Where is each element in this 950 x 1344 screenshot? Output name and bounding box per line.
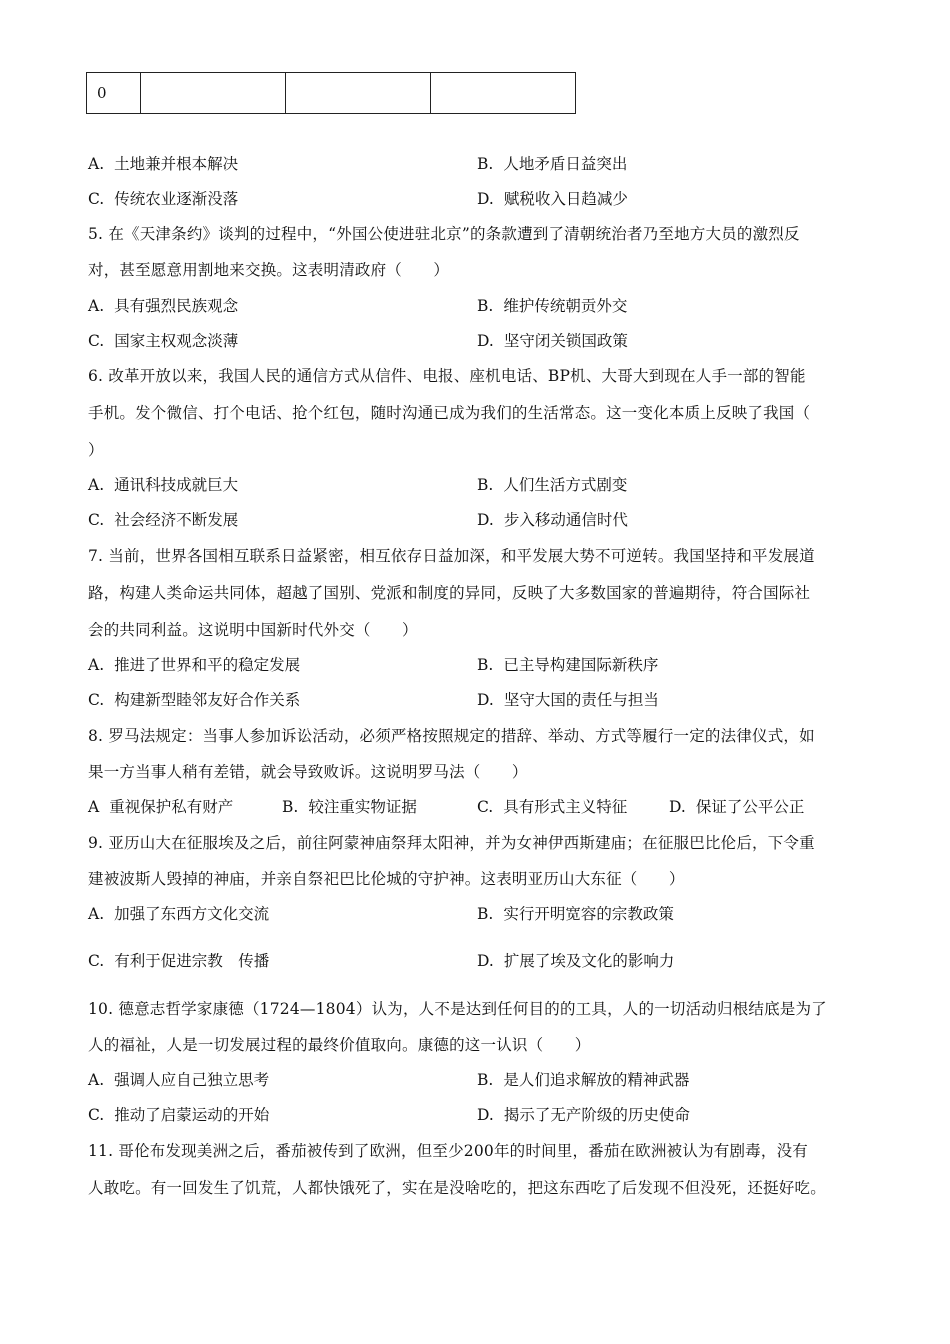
option-c: C. 构建新型睦邻友好合作关系 — [88, 691, 301, 709]
question-8-line: 8. 罗马法规定：当事人参加诉讼活动，必须严格按照规定的措辞、举动、方式等履行一定的法律仪式，如 — [88, 727, 815, 745]
question-11-line: 人敢吃。有一回发生了饥荒，人都快饿死了，实在是没啥吃的，把这东西吃了后发现不但没死，还挺好吃。 — [88, 1179, 826, 1197]
option-b: B. 维护传统朝贡外交 — [477, 297, 628, 315]
question-5-line: 5. 在《天津条约》谈判的过程中，“外国公使进驻北京”的条款遭到了清朝统治者乃至地方大员的激烈反 — [88, 225, 800, 243]
question-9-line: 建被波斯人毁掉的神庙，并亲自祭祀巴比伦城的守护神。这表明亚历山大东征（ ） — [88, 870, 685, 888]
option-c: C. 国家主权观念淡薄 — [88, 332, 239, 350]
option-d: D. 坚守闭关锁国政策 — [477, 332, 628, 350]
option-a: A. 具有强烈民族观念 — [88, 297, 239, 315]
option-d: D. 步入移动通信时代 — [477, 511, 628, 529]
option-b: B. 较注重实物证据 — [282, 798, 417, 816]
answer-table-fragment — [86, 72, 576, 114]
question-10-line: 人的福祉，人是一切发展过程的最终价值取向。康德的这一认识（ ） — [88, 1036, 591, 1054]
option-b: B. 人地矛盾日益突出 — [477, 155, 628, 173]
option-d: D. 保证了公平公正 — [669, 798, 805, 816]
question-6-line: ） — [88, 441, 104, 459]
option-b: B. 是人们追求解放的精神武器 — [477, 1071, 690, 1089]
option-c: C. 传统农业逐渐没落 — [88, 190, 239, 208]
option-a: A. 推进了世界和平的稳定发展 — [88, 656, 301, 674]
option-c: C. 有利于促进宗教 传播 — [88, 952, 270, 970]
question-7-line: 路，构建人类命运共同体，超越了国别、党派和制度的异同，反映了大多数国家的普遍期待，符合国际社 — [88, 584, 811, 602]
option-d: D. 扩展了埃及文化的影响力 — [477, 952, 675, 970]
option-d: D. 赋税收入日趋减少 — [477, 190, 628, 208]
option-a: A. 强调人应自己独立思考 — [88, 1071, 270, 1089]
question-11-line: 11. 哥伦布发现美洲之后，番茄被传到了欧洲，但至少200年的时间里，番茄在欧洲被认为有剧毒，没有 — [88, 1142, 808, 1160]
question-5-line: 对，甚至愿意用割地来交换。这表明清政府（ ） — [88, 261, 450, 279]
option-d: D. 揭示了无产阶级的历史使命 — [477, 1106, 690, 1124]
question-7-line: 7. 当前，世界各国相互联系日益紧密，相互依存日益加深，和平发展大势不可逆转。我国坚持和平发展道 — [88, 547, 815, 565]
question-6-line: 手机。发个微信、打个电话、抢个红包，随时沟通已成为我们的生活常态。这一变化本质上反映了我国（ — [88, 404, 811, 422]
question-9-line: 9. 亚历山大在征服埃及之后，前往阿蒙神庙祭拜太阳神，并为女神伊西斯建庙；在征服巴比伦后，下令重 — [88, 834, 815, 852]
question-7-line: 会的共同利益。这说明中国新时代外交（ ） — [88, 621, 418, 639]
table-cell — [141, 73, 286, 114]
option-c: C. 推动了启蒙运动的开始 — [88, 1106, 270, 1124]
table-row — [87, 73, 576, 114]
table-cell — [431, 73, 576, 114]
question-6-line: 6. 改革开放以来，我国人民的通信方式从信件、电报、座机电话、BP机、大哥大到现在人手一部的智能 — [88, 367, 806, 385]
option-a: A. 加强了东西方文化交流 — [88, 905, 270, 923]
option-c: C. 社会经济不断发展 — [88, 511, 239, 529]
table-cell: 0 — [87, 73, 141, 114]
option-b: B. 已主导构建国际新秩序 — [477, 656, 659, 674]
option-b: B. 人们生活方式剧变 — [477, 476, 628, 494]
question-8-line: 果一方当事人稍有差错，就会导致败诉。这说明罗马法（ ） — [88, 763, 528, 781]
option-a: A. 通讯科技成就巨大 — [88, 476, 239, 494]
table-cell — [286, 73, 431, 114]
option-b: B. 实行开明宽容的宗教政策 — [477, 905, 674, 923]
option-a: A 重视保护私有财产 — [88, 798, 234, 816]
option-c: C. 具有形式主义特征 — [477, 798, 628, 816]
question-10-line: 10. 德意志哲学家康德（1724—1804）认为，人不是达到任何目的的工具，人的一切活动归根结底是为了 — [88, 1000, 827, 1018]
option-a: A. 土地兼并根本解决 — [88, 155, 239, 173]
option-d: D. 坚守大国的责任与担当 — [477, 691, 659, 709]
